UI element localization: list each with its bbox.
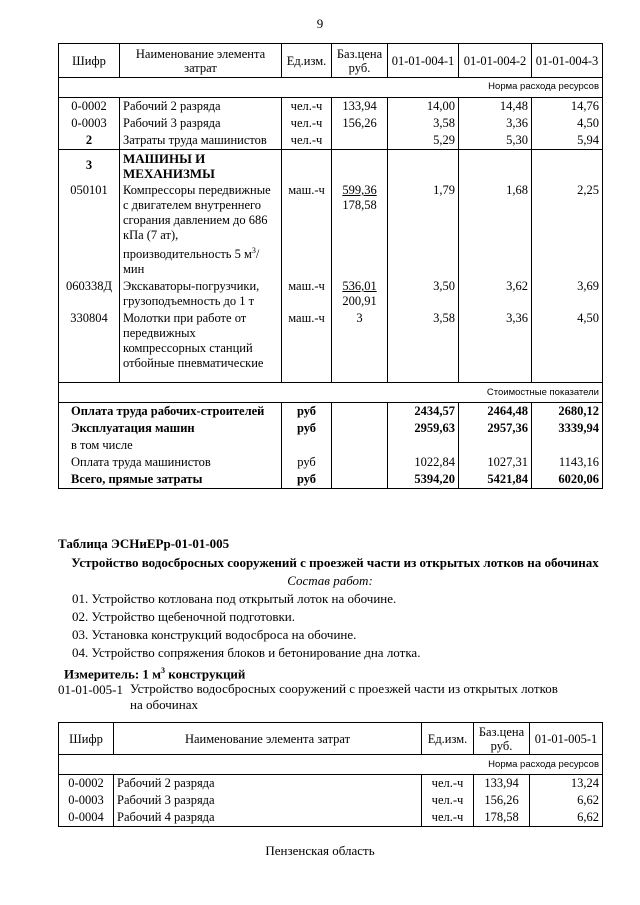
table-cell: 3,69 [532, 278, 603, 310]
norm-label: Норма расхода ресурсов [59, 78, 603, 98]
col-header: 01-01-004-1 [388, 44, 459, 78]
col-header: Баз.цена руб. [332, 44, 388, 78]
table-cell: руб [282, 471, 332, 489]
col-header: 01-01-005-1 [530, 723, 603, 755]
table-row [59, 809, 603, 827]
table-cell: 3 [59, 150, 120, 183]
machine-name: Компрессоры передвижные с двигателем внутреннего сгорания давлением до 686 кПа (7 ат), производительность 5 $м^3$/мин [120, 182, 282, 278]
col-header: Наименование элемента затрат [120, 44, 282, 78]
table-header [59, 44, 603, 78]
table-cell: 14,48 [459, 98, 532, 116]
table-cell: 2464,48 [459, 402, 532, 420]
table-cell [388, 437, 459, 454]
cost-row [59, 437, 603, 454]
table-cell: руб [282, 402, 332, 420]
table-cell: Оплата труда машинистов [59, 454, 282, 471]
resource-table-1 [58, 43, 603, 489]
work-item: 01. Устройство котлована под открытый лоток на обочине. [72, 591, 397, 606]
table-cell: Всего, прямые затраты [59, 471, 282, 489]
table-cell: 0-0002 [59, 98, 120, 116]
table-cell: 5394,20 [388, 471, 459, 489]
table-cell [332, 420, 388, 437]
table-cell: 14,76 [532, 98, 603, 116]
table-cell: 156,26 [474, 792, 530, 809]
table-cell: 2957,36 [459, 420, 532, 437]
table-cell: 178,58 [474, 809, 530, 827]
work-item: 03. Установка конструкций водосброса на обочине. [72, 627, 357, 642]
table-cell [332, 310, 388, 382]
table-cell: 536,01 [342, 279, 377, 294]
cost-row [59, 471, 603, 489]
resource-table-2 [58, 722, 603, 827]
table-cell: 599,36 [342, 183, 377, 197]
table-cell [332, 150, 388, 183]
table-row [59, 775, 603, 793]
table-cell: Рабочий 3 разряда [114, 792, 422, 809]
table-cell: чел.-ч [282, 98, 332, 116]
table-header [59, 723, 603, 755]
table-cell: 4,50 [532, 310, 603, 382]
table-cell: 3,58 [388, 310, 459, 382]
table-cell: 178,58 [342, 198, 377, 212]
table-cell: 050101 [59, 182, 120, 278]
table-cell: руб [282, 454, 332, 471]
col-header: Шифр [59, 44, 120, 78]
table-cell [332, 132, 388, 150]
table-cell: чел.-ч [282, 115, 332, 132]
table-cell: 5,94 [532, 132, 603, 150]
table-cell: 1022,84 [388, 454, 459, 471]
table-cell: 0-0003 [59, 792, 114, 809]
table-row [59, 310, 603, 382]
table-cell: Рабочий 2 разряда [120, 98, 282, 116]
table-cell: 5421,84 [459, 471, 532, 489]
table-cell: маш.-ч [282, 182, 332, 278]
table-cell [282, 437, 332, 454]
table-cell: 3,58 [388, 115, 459, 132]
table-cell: 2 [59, 132, 120, 150]
table-cell: 6,62 [530, 809, 603, 827]
table-cell: чел.-ч [422, 775, 474, 793]
table-cell: Молотки при работе от передвижных компрессорных станций отбойные пневматические [120, 310, 282, 382]
table-cell: 1,68 [459, 182, 532, 278]
table-row [59, 115, 603, 132]
table-cell: 3 [356, 311, 363, 326]
table-cell: 5,30 [459, 132, 532, 150]
table-cell: 4,50 [532, 115, 603, 132]
section-title: Устройство водосбросных сооружений с проезжей части из открытых лотков на обочинах [71, 555, 599, 570]
col-header: Наименование элемента затрат [114, 723, 422, 755]
table-cell: 133,94 [474, 775, 530, 793]
table-cell: Оплата труда рабочих-строителей [59, 402, 282, 420]
table-cell: 3,36 [459, 310, 532, 382]
table-cell: 3339,94 [532, 420, 603, 437]
table-cell [332, 182, 388, 278]
table-cell: 14,00 [388, 98, 459, 116]
section-row [59, 150, 603, 183]
table-cell: 3,50 [388, 278, 459, 310]
table-cell [388, 150, 459, 183]
table-cell: 330804 [59, 310, 120, 382]
table-cell: 0-0003 [59, 115, 120, 132]
footer-region: Пензенская область [265, 843, 375, 858]
measure: Измеритель: 1 $м^3$ конструкций [64, 666, 246, 682]
cost-row [59, 454, 603, 471]
table-row [59, 132, 603, 150]
table-cell [332, 454, 388, 471]
item-name: Устройство водосбросных сооружений с проезжей части из открытых лотков на обочинах [130, 681, 558, 712]
table-cell: 2959,63 [388, 420, 459, 437]
table-cell [282, 150, 332, 183]
table-cell [332, 402, 388, 420]
work-item: 02. Устройство щебеночной подготовки. [72, 609, 295, 624]
table-cell: маш.-ч [282, 310, 332, 382]
col-header: 01-01-004-3 [532, 44, 603, 78]
table-cell: МАШИНЫ И МЕХАНИЗМЫ [120, 150, 282, 183]
table-cell [459, 150, 532, 183]
table-cell: чел.-ч [422, 809, 474, 827]
col-header: Ед.изм. [282, 44, 332, 78]
table-cell: Рабочий 2 разряда [114, 775, 422, 793]
table-cell: 5,29 [388, 132, 459, 150]
table-cell: 060338Д [59, 278, 120, 310]
work-item: 04. Устройство сопряжения блоков и бетонирование дна лотка. [72, 645, 421, 660]
works-title: Состав работ: [287, 573, 373, 588]
table-cell: в том числе [59, 437, 282, 454]
table-cell [332, 471, 388, 489]
col-header: Шифр [59, 723, 114, 755]
table-row [59, 98, 603, 116]
norm-label: Норма расхода ресурсов [59, 755, 603, 775]
table-title: Таблица ЭСНиЕРр-01-01-005 [58, 536, 230, 551]
table-cell: 2,25 [532, 182, 603, 278]
table-cell: маш.-ч [282, 278, 332, 310]
col-header: 01-01-004-2 [459, 44, 532, 78]
cost-row [59, 420, 603, 437]
table-cell: 3,62 [459, 278, 532, 310]
page-number: 9 [316, 16, 324, 31]
table-cell: 200,91 [342, 294, 377, 309]
table-cell: 6020,06 [532, 471, 603, 489]
table-cell: Рабочий 4 разряда [114, 809, 422, 827]
table-row [59, 278, 603, 310]
col-header: Ед.изм. [422, 723, 474, 755]
table-cell: 1027,31 [459, 454, 532, 471]
table-cell: 6,62 [530, 792, 603, 809]
table-cell: Эксплуатация машин [59, 420, 282, 437]
table-cell: Затраты труда машинистов [120, 132, 282, 150]
table-cell [332, 437, 388, 454]
table-cell: 13,24 [530, 775, 603, 793]
table-cell: 3,36 [459, 115, 532, 132]
table-cell: 133,94 [332, 98, 388, 116]
table-cell: 1143,16 [532, 454, 603, 471]
table-cell: 0-0002 [59, 775, 114, 793]
table-cell: чел.-ч [422, 792, 474, 809]
item-code: 01-01-005-1 [58, 682, 123, 697]
table-cell: Рабочий 3 разряда [120, 115, 282, 132]
table-cell: 0-0004 [59, 809, 114, 827]
cost-row [59, 402, 603, 420]
table-cell: руб [282, 420, 332, 437]
table-cell: 2680,12 [532, 402, 603, 420]
table-cell: 156,26 [332, 115, 388, 132]
table-cell [532, 437, 603, 454]
table-row [59, 792, 603, 809]
table-cell [532, 150, 603, 183]
table-cell [332, 278, 388, 310]
cost-label: Стоимостные показатели [59, 382, 603, 402]
table-cell [459, 437, 532, 454]
table-cell: чел.-ч [282, 132, 332, 150]
table-cell: 1,79 [388, 182, 459, 278]
col-header: Баз.цена руб. [474, 723, 530, 755]
table-row [59, 182, 603, 278]
table-cell: Экскаваторы-погрузчики, грузоподъемность до 1 т [120, 278, 282, 310]
table-cell: 2434,57 [388, 402, 459, 420]
